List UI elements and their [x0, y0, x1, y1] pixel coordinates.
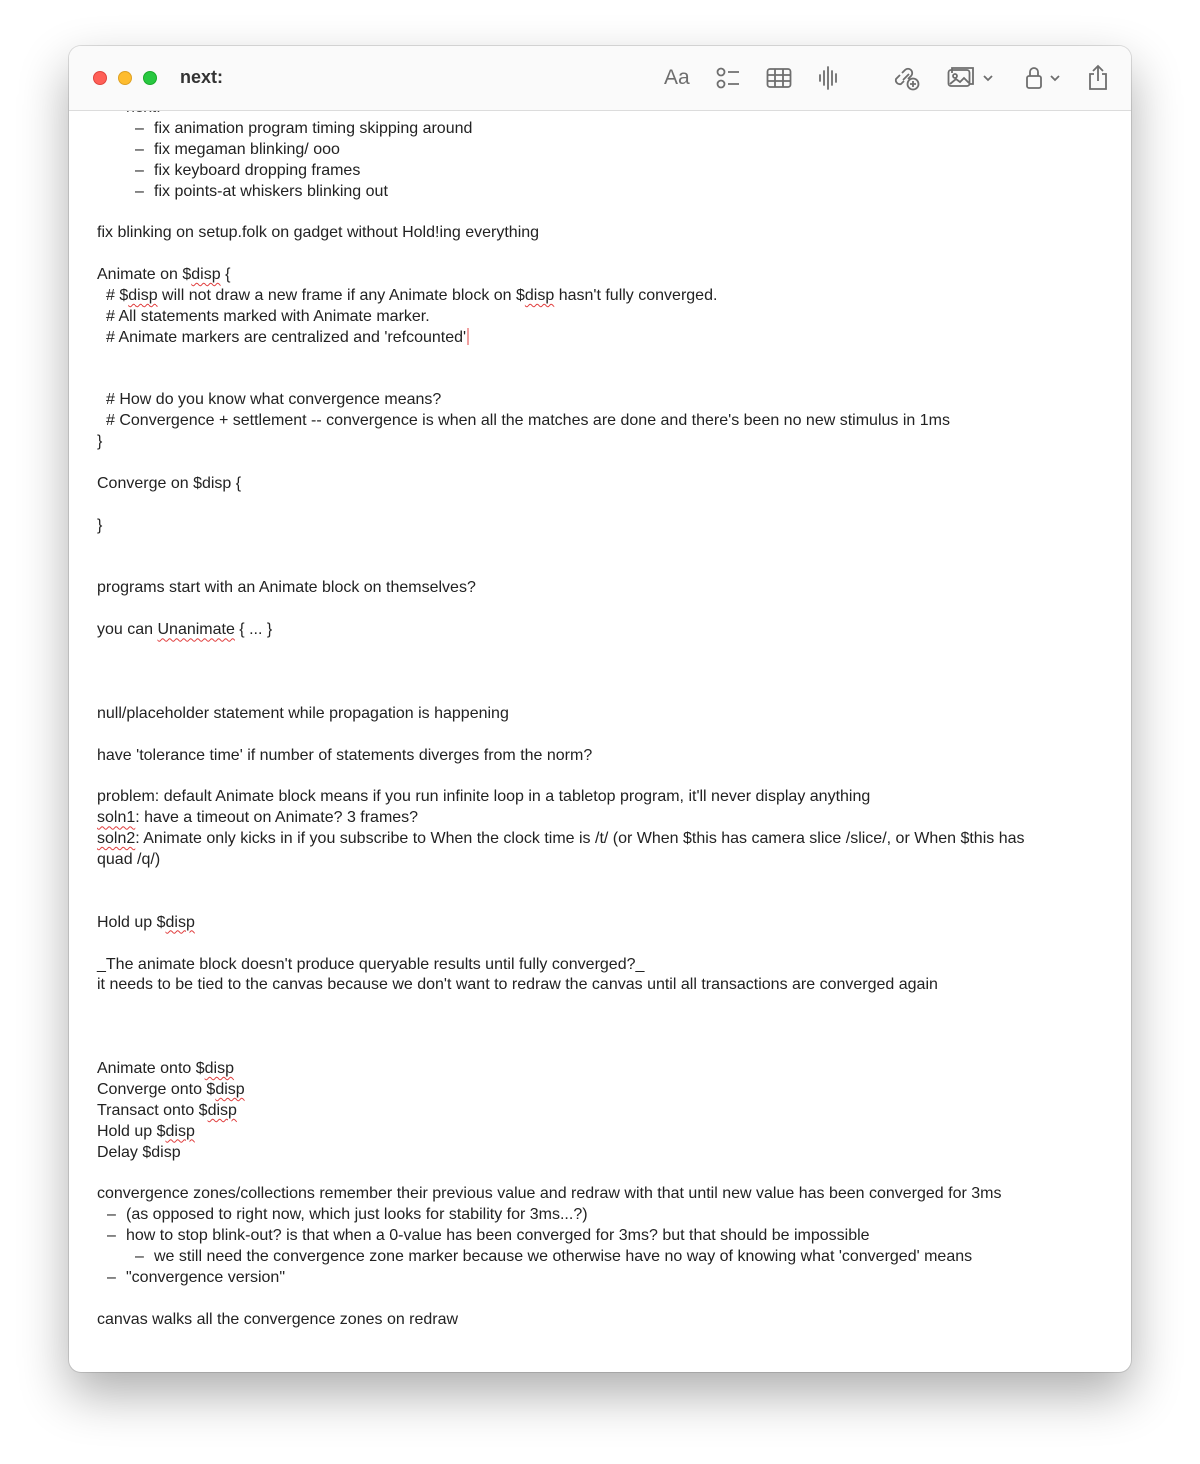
list-item: – fix animation program timing skipping around — [135, 119, 473, 137]
collaborate-icon[interactable] — [894, 64, 920, 92]
minimize-window-button[interactable] — [118, 71, 132, 85]
media-icon[interactable] — [947, 64, 975, 92]
list-item: – "convergence version" — [107, 1268, 285, 1286]
audio-icon[interactable] — [817, 64, 841, 92]
text-line: Converge on $disp { — [97, 475, 242, 493]
text-line: quad /q/) — [97, 851, 161, 869]
text-line: canvas walks all the convergence zones on redraw — [97, 1310, 459, 1328]
text-line: problem: default Animate block means if you run infinite loop in a tabletop program, it'll never display anything — [97, 788, 871, 806]
list-item: – fix megaman blinking/ ooo — [135, 140, 340, 158]
list-item: – (as opposed to right now, which just looks for stability for 3ms...?) — [107, 1206, 588, 1224]
text-line: Transact onto $disp — [97, 1101, 237, 1119]
text-line: Hold up $disp — [97, 1122, 195, 1140]
text-line: fix blinking on setup.folk on gadget without Hold!ing everything — [97, 224, 540, 242]
text-line: # $disp will not draw a new frame if any Animate block on $disp hasn't fully converged. — [106, 287, 718, 305]
media-chevron-down-icon[interactable] — [982, 64, 994, 92]
text-line: Delay $disp — [97, 1143, 181, 1161]
list-item: – fix points-at whiskers blinking out — [135, 182, 388, 200]
format-button[interactable]: Aa — [664, 66, 690, 89]
text-line: null/placeholder statement while propagation is happening — [97, 704, 509, 722]
text-line: have 'tolerance time' if number of statements diverges from the norm? — [97, 746, 593, 764]
text-line: _The animate block doesn't produce queryable results until fully converged?_ — [97, 955, 645, 973]
notes-window — [69, 46, 1131, 1372]
text-line: # All statements marked with Animate marker. — [106, 307, 430, 325]
titlebar — [69, 46, 1131, 111]
share-icon[interactable] — [1087, 64, 1109, 92]
text-line: convergence zones/collections remember their previous value and redraw with that until new value has been converged for 3ms — [97, 1185, 1002, 1203]
text-line: Converge onto $disp — [97, 1080, 245, 1098]
zoom-window-button[interactable] — [143, 71, 157, 85]
text-line: soln1: have a timeout on Animate? 3 frames? — [97, 809, 419, 827]
note-body[interactable] — [97, 98, 1103, 1331]
list-item: – fix keyboard dropping frames — [135, 161, 361, 179]
list-item: – we still need the convergence zone marker because we otherwise have no way of knowing what 'converged' means — [135, 1247, 973, 1265]
text-line: Hold up $disp — [97, 913, 195, 931]
text-line: # Convergence + settlement -- convergence is when all the matches are done and there's been no new stimulus in 1ms — [106, 412, 950, 430]
text-line: } — [97, 433, 103, 451]
close-window-button[interactable] — [93, 71, 107, 85]
text-line: Animate on $disp { — [97, 266, 231, 284]
checklist-icon[interactable] — [715, 64, 741, 92]
text-line: you can Unanimate { ... } — [97, 621, 273, 639]
lock-icon[interactable] — [1024, 64, 1044, 92]
text-line: programs start with an Animate block on themselves? — [97, 579, 476, 597]
text-cursor — [467, 328, 469, 345]
table-icon[interactable] — [766, 64, 792, 92]
lock-chevron-down-icon[interactable] — [1049, 64, 1061, 92]
text-line: # Animate markers are centralized and 'refcounted' — [97, 328, 1103, 349]
text-line: soln2: Animate only kicks in if you subscribe to When the clock time is /t/ (or When $this has camera slice /slice/, or When $this has — [97, 830, 1025, 848]
text-line: it needs to be tied to the canvas because we don't want to redraw the canvas until all transactions are converged again — [97, 976, 938, 994]
list-item: – how to stop blink-out? is that when a 0-value has been converged for 3ms? but that should be impossible — [107, 1227, 870, 1245]
window-title: next: — [180, 67, 224, 87]
text-line: } — [97, 516, 103, 534]
text-line: Animate onto $disp — [97, 1059, 234, 1077]
text-line: # How do you know what convergence means? — [106, 391, 442, 409]
